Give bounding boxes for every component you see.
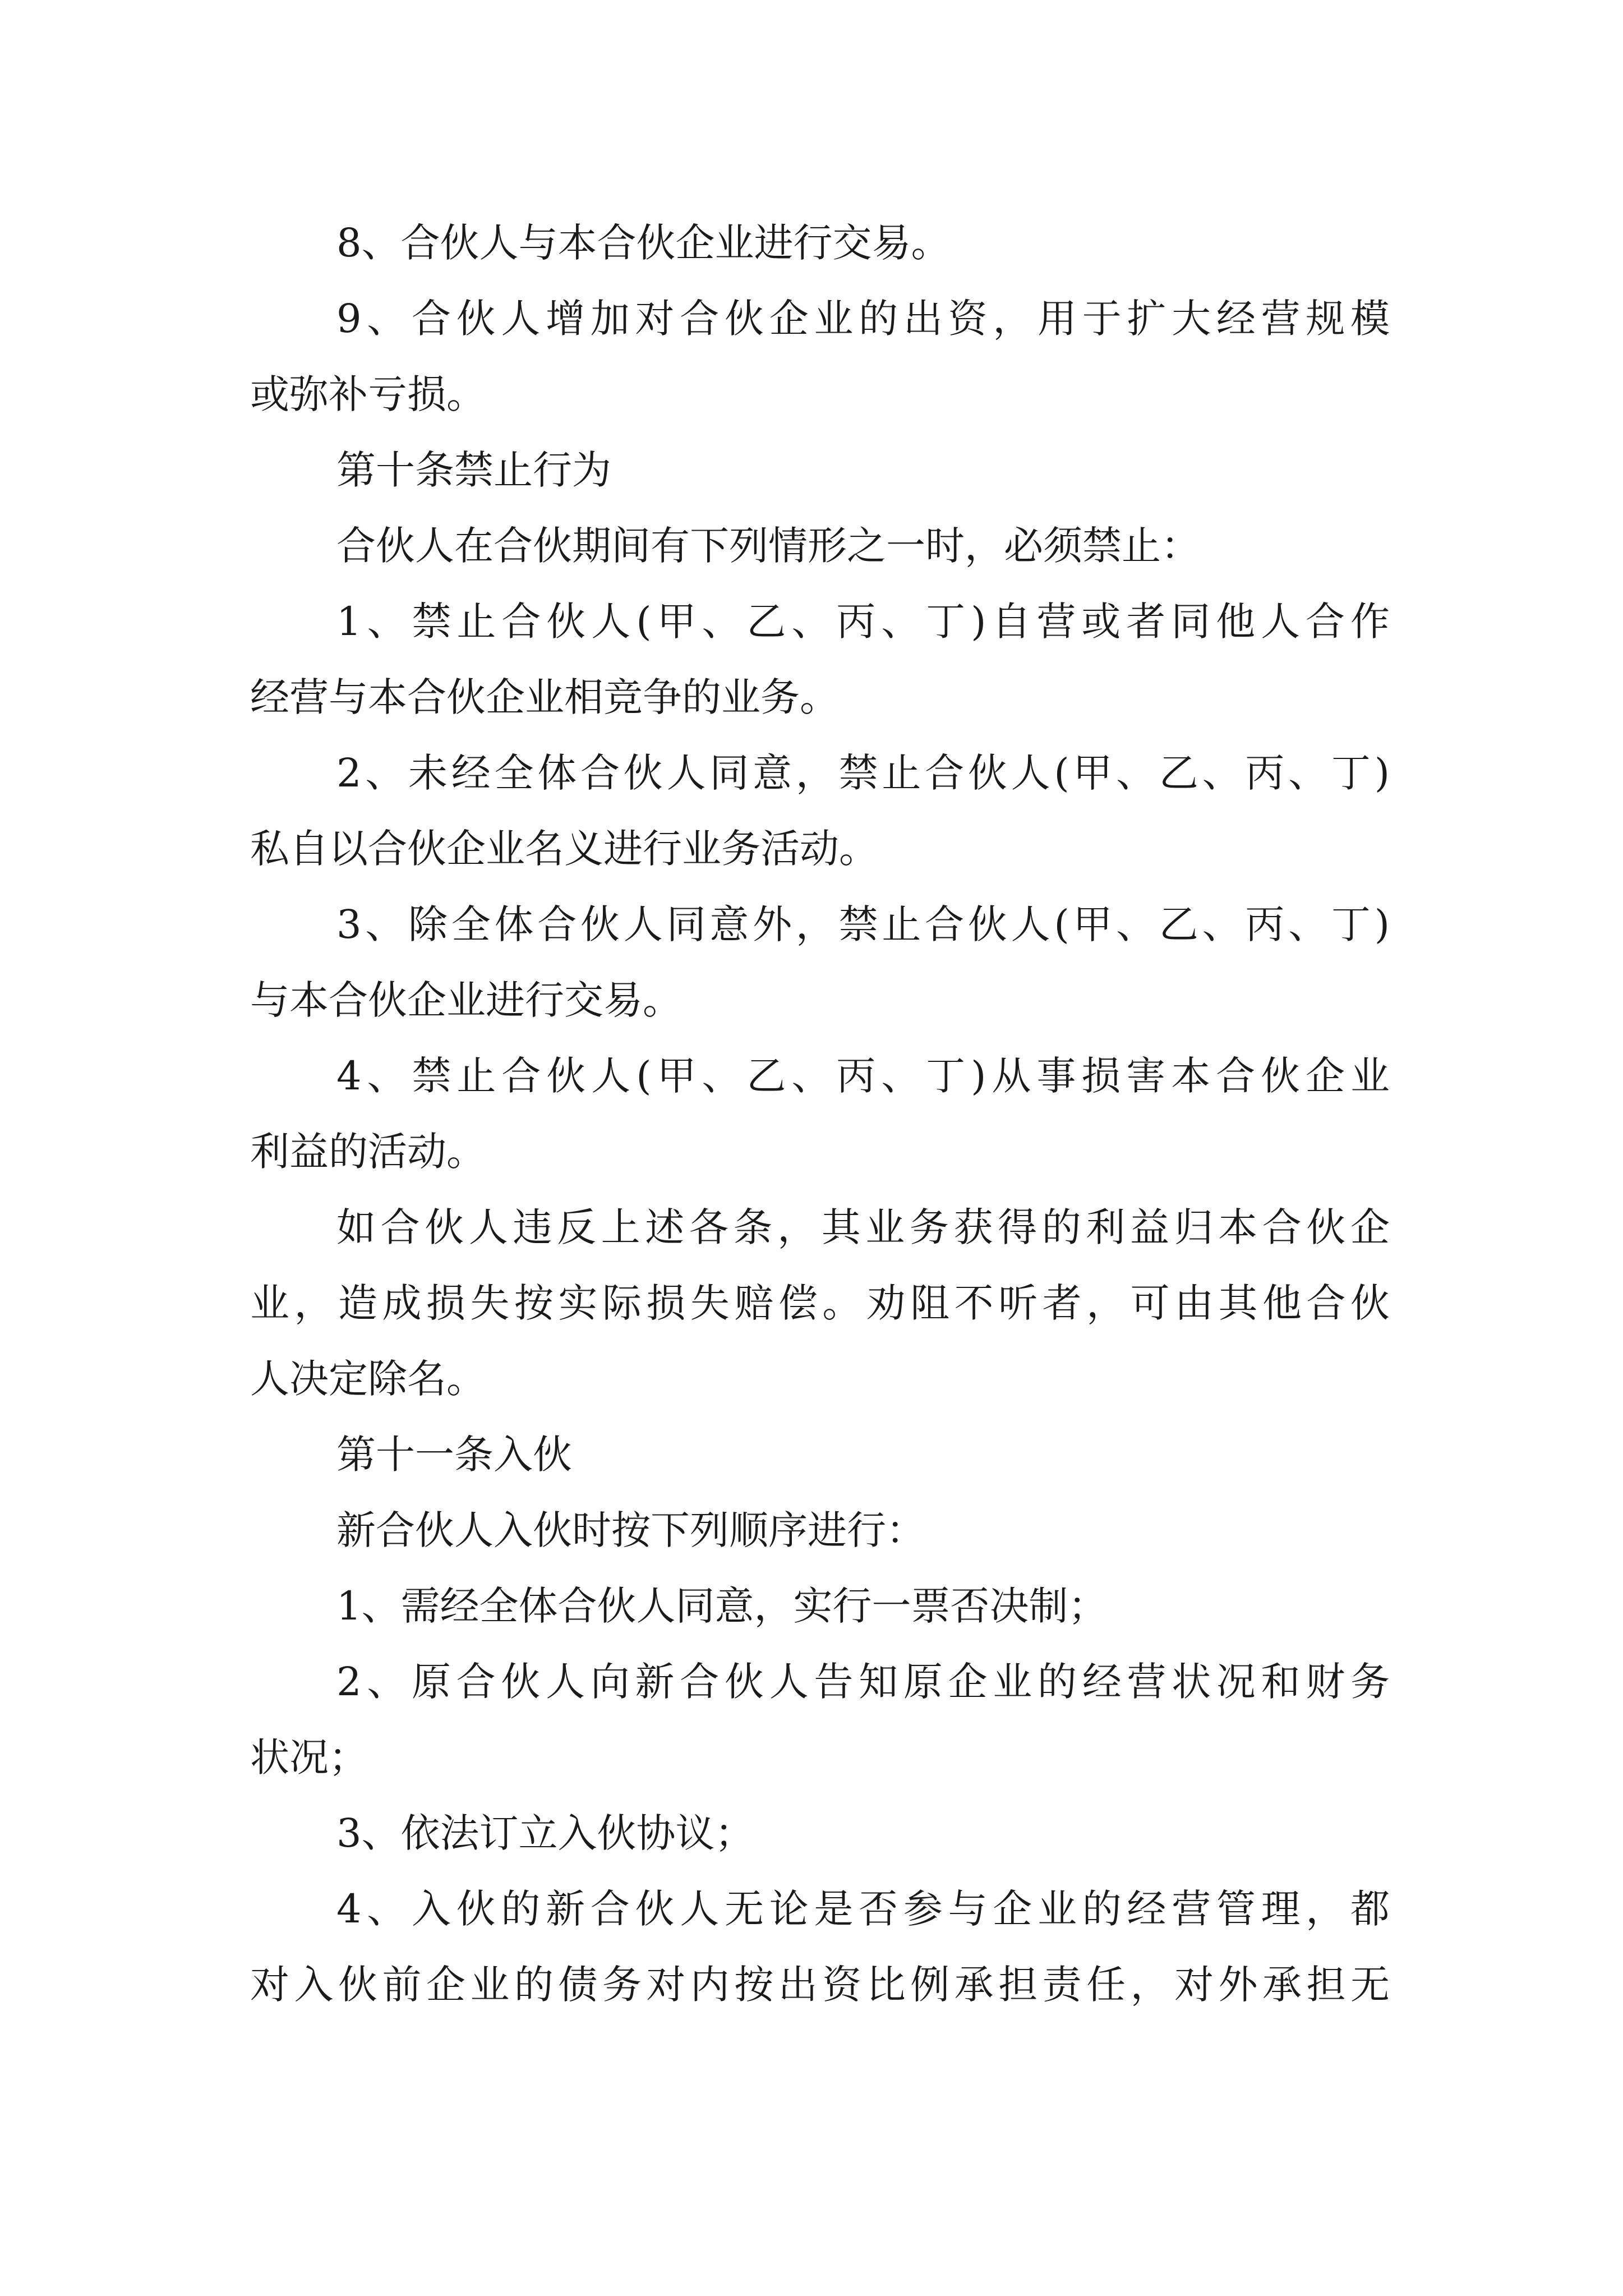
penalty-paragraph: 如合伙人违反上述各条，其业务获得的利益归本合伙企 bbox=[336, 1204, 1395, 1250]
prohibition-item-1: 1、禁止合伙人(甲、乙、丙、丁)自营或者同他人合作 bbox=[336, 599, 1395, 645]
list-item-9: 9、合伙人增加对合伙企业的出资，用于扩大经营规模 bbox=[336, 296, 1395, 342]
prohibition-item-4-cont: 利益的活动。 bbox=[250, 1129, 486, 1175]
admission-item-2: 2、原合伙人向新合伙人告知原企业的经营状况和财务 bbox=[336, 1659, 1395, 1705]
section-heading-10: 第十条禁止行为 bbox=[336, 447, 611, 493]
admission-item-4-cont: 对入伙前企业的债务对内按出资比例承担责任，对外承担无 bbox=[250, 1962, 1395, 2008]
prohibition-item-1-cont: 经营与本合伙企业相竞争的业务。 bbox=[250, 674, 839, 720]
list-item-8: 8、合伙人与本合伙企业进行交易。 bbox=[336, 220, 951, 266]
prohibition-item-3: 3、除全体合伙人同意外，禁止合伙人(甲、乙、丙、丁) bbox=[336, 901, 1394, 947]
admission-item-1: 1、需经全体合伙人同意，实行一票否决制； bbox=[336, 1583, 1108, 1629]
list-item-9-cont: 或弥补亏损。 bbox=[250, 371, 486, 417]
admission-item-4: 4、入伙的新合伙人无论是否参与企业的经营管理，都 bbox=[336, 1886, 1395, 1932]
penalty-paragraph-cont-1: 业，造成损失按实际损失赔偿。劝阻不听者，可由其他合伙 bbox=[250, 1280, 1395, 1326]
admission-item-2-cont: 状况； bbox=[250, 1734, 368, 1780]
paragraph-intro: 合伙人在合伙期间有下列情形之一时，必须禁止： bbox=[336, 523, 1200, 569]
prohibition-item-2-cont: 私自以合伙企业名义进行业务活动。 bbox=[250, 826, 878, 872]
prohibition-item-2: 2、未经全体合伙人同意，禁止合伙人(甲、乙、丙、丁) bbox=[336, 750, 1394, 796]
prohibition-item-4: 4、禁止合伙人(甲、乙、丙、丁)从事损害本合伙企业 bbox=[336, 1053, 1395, 1099]
admission-intro: 新合伙人入伙时按下列顺序进行： bbox=[336, 1507, 925, 1553]
penalty-paragraph-cont-2: 人决定除名。 bbox=[250, 1356, 486, 1402]
section-heading-11: 第十一条入伙 bbox=[336, 1432, 572, 1478]
prohibition-item-3-cont: 与本合伙企业进行交易。 bbox=[250, 977, 682, 1023]
admission-item-3: 3、依法订立入伙协议； bbox=[336, 1810, 754, 1856]
